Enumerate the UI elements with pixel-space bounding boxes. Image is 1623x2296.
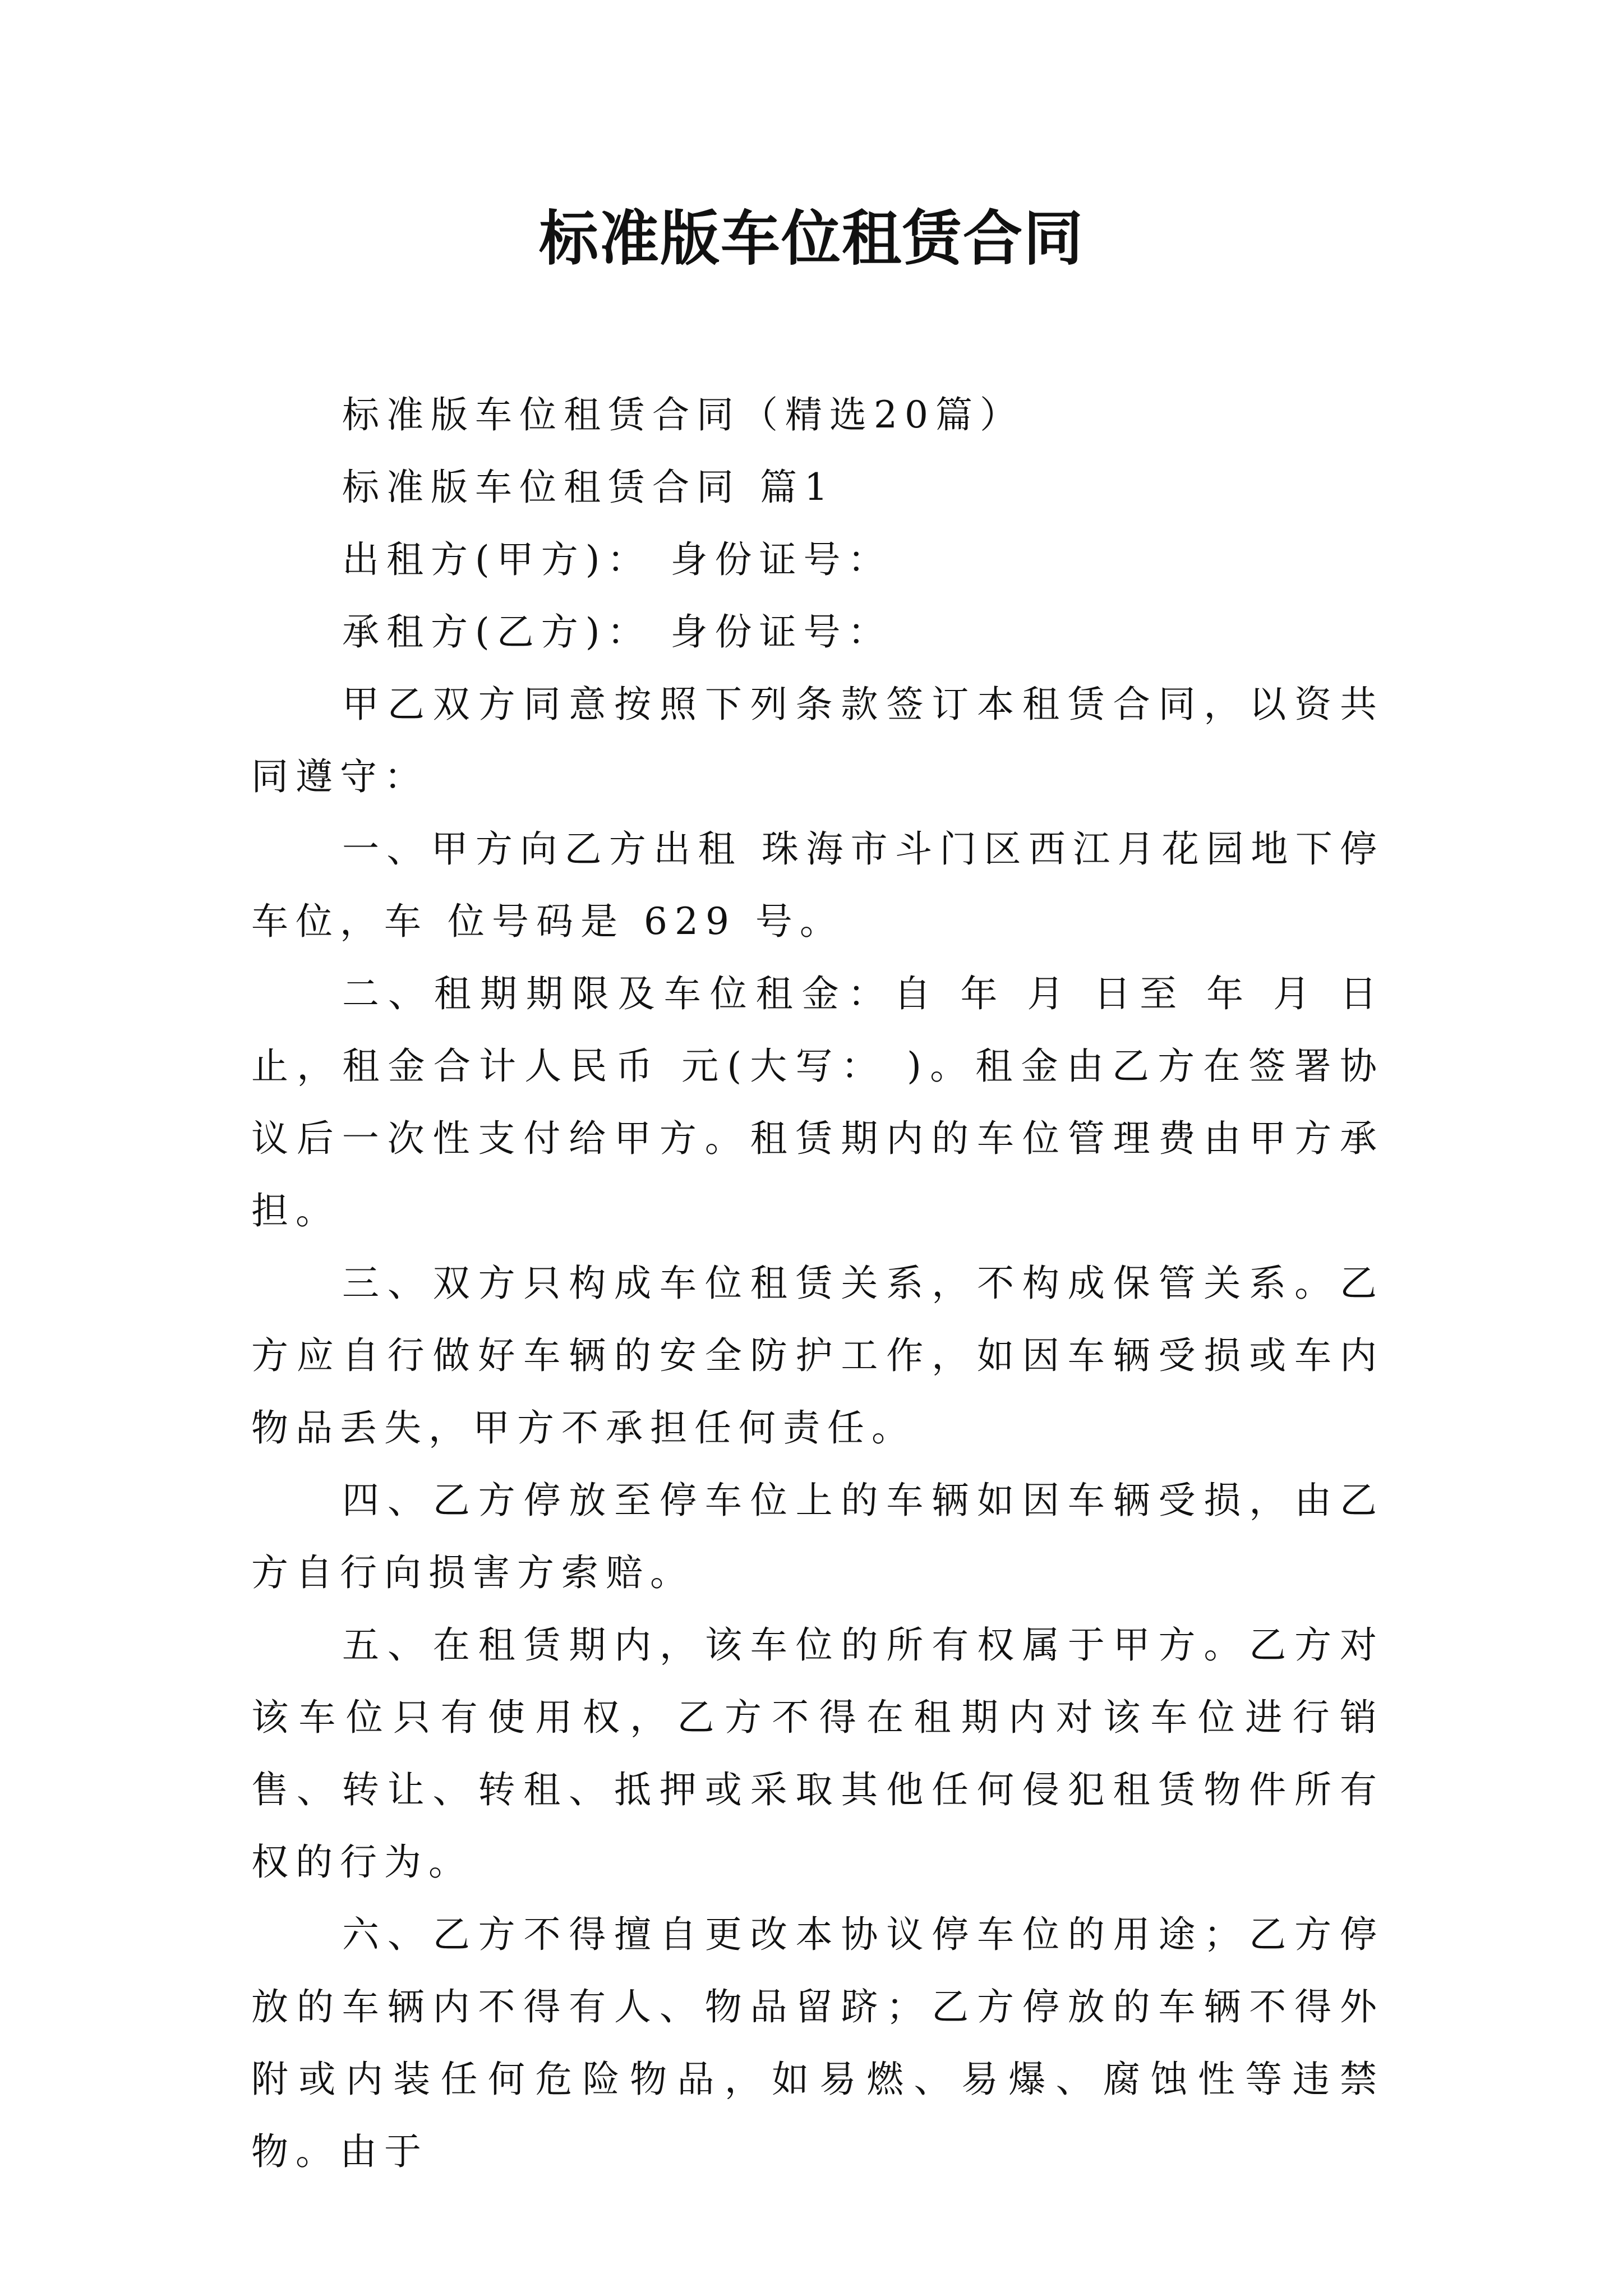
- document-title: 标准版车位租赁合同: [539, 203, 1084, 273]
- paragraph-preamble: 甲乙双方同意按照下列条款签订本租赁合同，以资共同遵守：: [251, 683, 1384, 798]
- document-body: [251, 379, 1384, 2188]
- paragraph-clause-4: 四、乙方停放至停车位上的车辆如因车辆受损，由乙方自行向损害方索赔。: [251, 1479, 1384, 1594]
- paragraph-clause-5: 五、在租赁期内，该车位的所有权属于甲方。乙方对该车位只有使用权，乙方不得在租期内对该车位进行销售、转让、转租、抵押或采取其他任何侵犯租赁物件所有权的行为。: [251, 1623, 1384, 1884]
- paragraph-lessee: 承租方(乙方)： 身份证号：: [342, 610, 892, 654]
- paragraph-lessor: 出租方(甲方)： 身份证号：: [342, 538, 892, 581]
- paragraph-clause-6: 六、乙方不得擅自更改本协议停车位的用途；乙方停放的车辆内不得有人、物品留跻；乙方停放的车辆不得外附或内装任何危险物品，如易燃、易爆、腐蚀性等违禁物。由于: [251, 1913, 1384, 2173]
- paragraph-section-heading: 标准版车位租赁合同 篇1: [342, 466, 835, 509]
- paragraph-clause-2: 二、租期期限及车位租金：自 年 月 日至 年 月 日止，租金合计人民币 元(大写： )。租金由乙方在签署协议后一次性支付给甲方。租赁期内的车位管理费由甲方承担。: [251, 972, 1384, 1232]
- paragraph-clause-1: 一、甲方向乙方出租 珠海市斗门区西江月花园地下停车位，车 位号码是 629 号。: [251, 827, 1384, 943]
- paragraph-subtitle: 标准版车位租赁合同（精选20篇）: [342, 393, 1024, 436]
- paragraph-clause-3: 三、双方只构成车位租赁关系，不构成保管关系。乙方应自行做好车辆的安全防护工作，如因车辆受损或车内物品丢失，甲方不承担任何责任。: [251, 1262, 1384, 1450]
